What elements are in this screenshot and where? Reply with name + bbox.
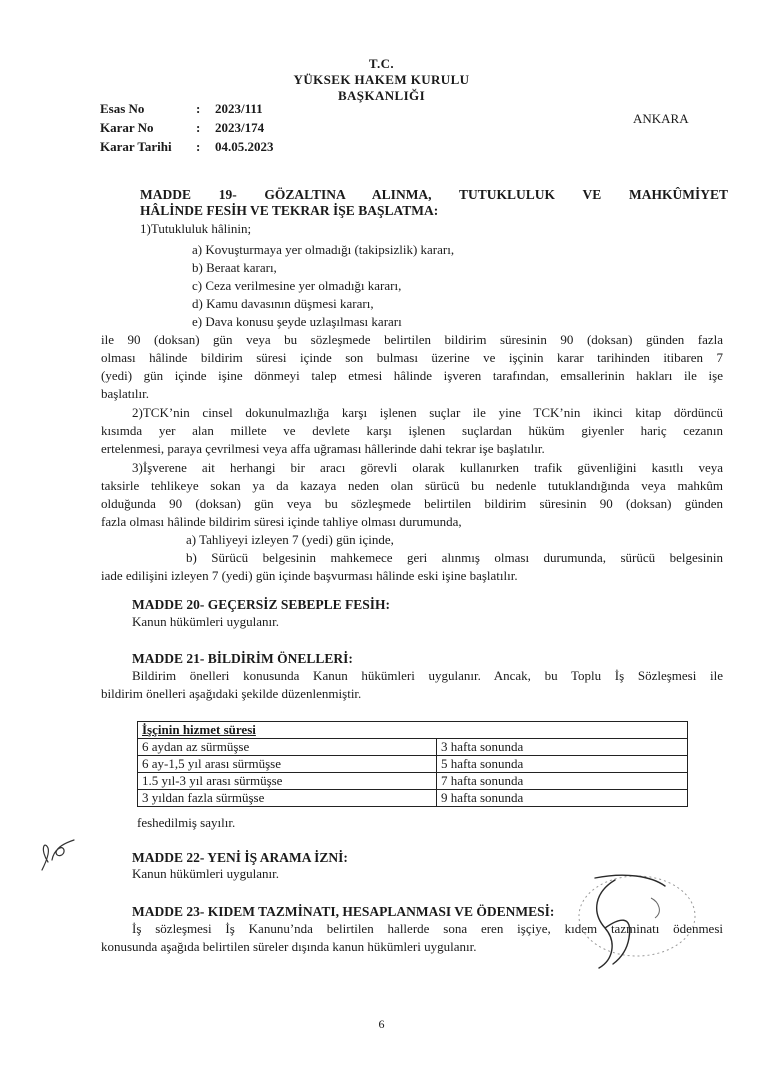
meta-tarih-label: Karar Tarihi (100, 139, 172, 154)
m19-p2-line1: 2)TCK’nin cinsel dokunulmazlığa karşı işlenen suçlar ile yine TCK’nin ikinci kitap dördüncü (132, 405, 723, 420)
margin-initials-signature (34, 832, 80, 872)
m21-after: feshedilmiş sayılır. (137, 815, 236, 830)
m19-p3-line2: taksirle tehlikeye sokan ya da kazaya neden olan sürücü bu nedenle tutuklandığında veya mahkûm (101, 478, 723, 493)
m19-item-c: c) Ceza verilmesine yer olmadığı kararı, (192, 278, 402, 293)
meta-karar-value: 2023/174 (215, 120, 265, 135)
table-row (138, 790, 688, 807)
table-header-cell: İşçinin hizmet süresi (138, 722, 688, 739)
m23-title: MADDE 23- KIDEM TAZMİNATI, HESAPLANMASI VE ÖDENMESİ: (132, 904, 555, 919)
m19-p2-line2: kısımda yer alan millete ve devlete karşı işlenen suçlardan hüküm giyenler hariç cezanın (101, 423, 723, 438)
m19-title-line2: HÂLİNDE FESİH VE TEKRAR İŞE BAŞLATMA: (140, 203, 439, 218)
meta-esas-sep: : (196, 101, 201, 116)
m19-p3-line4: fazla olması hâlinde bildirim süresi içinde tahliye olması durumunda, (101, 514, 462, 529)
m20-body: Kanun hükümleri uygulanır. (132, 614, 279, 629)
notice-cell: 9 hafta sonunda (437, 790, 688, 807)
m19-p1-intro: 1)Tutukluluk hâlinin; (140, 221, 252, 236)
meta-tarih-sep: : (196, 139, 201, 154)
m23-body2: konusunda aşağıda belirtilen süreler dışında kanun hükümleri uygulanır. (101, 939, 477, 954)
m19-p3-b2: iade edilişini izleyen 7 (yedi) gün içinde başvurması hâlinde eski işine başlatılır. (101, 568, 518, 583)
notice-cell: 3 hafta sonunda (437, 739, 688, 756)
meta-tarih-value: 04.05.2023 (215, 139, 274, 154)
meta-karar-label: Karar No (100, 120, 154, 135)
m19-p3-b1: b) Sürücü belgesinin mahkemece geri alınmış olması durumunda, sürücü belgesinin (186, 550, 723, 565)
m23-body1: İş sözleşmesi İş Kanunu’nda belirtilen hallerde sona eren işçiye, kıdem tazminatı ödenmesi (132, 921, 723, 936)
duration-cell: 6 aydan az sürmüşse (138, 739, 437, 756)
meta-esas-value: 2023/111 (215, 101, 263, 116)
header-presidency: BAŞKANLIĞI (337, 88, 426, 103)
m19-title-line1: MADDE 19- GÖZALTINA ALINMA, TUTUKLULUK VE MAHKÛMİYET (140, 187, 728, 202)
duration-cell: 1.5 yıl-3 yıl arası sürmüşse (138, 773, 437, 790)
m19-p3-line1: 3)İşverene ait herhangi bir aracı görevli olarak kullanırken trafik güvenliğini kasıtlı veya (132, 460, 723, 475)
city-label: ANKARA (633, 111, 689, 126)
notice-cell: 7 hafta sonunda (437, 773, 688, 790)
m21-title: MADDE 21- BİLDİRİM ÖNELLERİ: (132, 651, 353, 666)
m19-p2-line3: ertelenmesi, paraya çevrilmesi veya affa uğraması hâllerinde dahi tekrar işe başlatılır. (101, 441, 545, 456)
m19-p1-line3: (yedi) gün içinde işine dönmeyi talep etmesi hâlinde işveren tarafından, emsallerinin hakları ile işe (101, 368, 723, 383)
notice-cell: 5 hafta sonunda (437, 756, 688, 773)
m22-body: Kanun hükümleri uygulanır. (132, 866, 279, 881)
m19-p1-line2: olması hâlinde bildirim süresi içinde son bulması üzerine ve işçinin karar tarihinden itibaren 7 (101, 350, 723, 365)
m19-p3-line3: olduğunda 90 (doksan) gün veya bu sözleşmede belirtilen bildirim süresinin 90 (doksan) günden (101, 496, 723, 511)
table-row (138, 773, 688, 790)
header-institution: YÜKSEK HAKEM KURULU (293, 72, 470, 87)
m19-item-a: a) Kovuşturmaya yer olmadığı (takipsizlik) kararı, (192, 242, 455, 257)
m19-item-e: e) Dava konusu şeyde uzlaşılması kararı (192, 314, 402, 329)
m21-body2: bildirim önelleri aşağıdaki şekilde düzenlenmiştir. (101, 686, 362, 701)
table-header-row (138, 722, 688, 739)
m20-title: MADDE 20- GEÇERSİZ SEBEPLE FESİH: (132, 597, 391, 612)
meta-esas-label: Esas No (100, 101, 145, 116)
page-number: 6 (378, 1017, 385, 1031)
table-row (138, 756, 688, 773)
meta-karar-sep: : (196, 120, 201, 135)
notice-table (137, 721, 688, 807)
m22-title: MADDE 22- YENİ İŞ ARAMA İZNİ: (132, 850, 348, 865)
stamp-signature (555, 868, 705, 978)
m21-body1: Bildirim önelleri konusunda Kanun hükümleri uygulanır. Ancak, bu Toplu İş Sözleşmesi ile (132, 668, 723, 683)
m19-p3-a: a) Tahliyeyi izleyen 7 (yedi) gün içinde, (186, 532, 394, 547)
m19-item-d: d) Kamu davasının düşmesi kararı, (192, 296, 374, 311)
duration-cell: 6 ay-1,5 yıl arası sürmüşse (138, 756, 437, 773)
m19-p1-line1: ile 90 (doksan) gün veya bu sözleşmede belirtilen bildirim süresinin 90 (doksan) günden fazla (101, 332, 723, 347)
m19-item-b: b) Beraat kararı, (192, 260, 277, 275)
duration-cell: 3 yıldan fazla sürmüşse (138, 790, 437, 807)
m19-p1-line4: başlatılır. (101, 386, 150, 401)
header-tc: T.C. (368, 56, 395, 71)
table-row (138, 739, 688, 756)
